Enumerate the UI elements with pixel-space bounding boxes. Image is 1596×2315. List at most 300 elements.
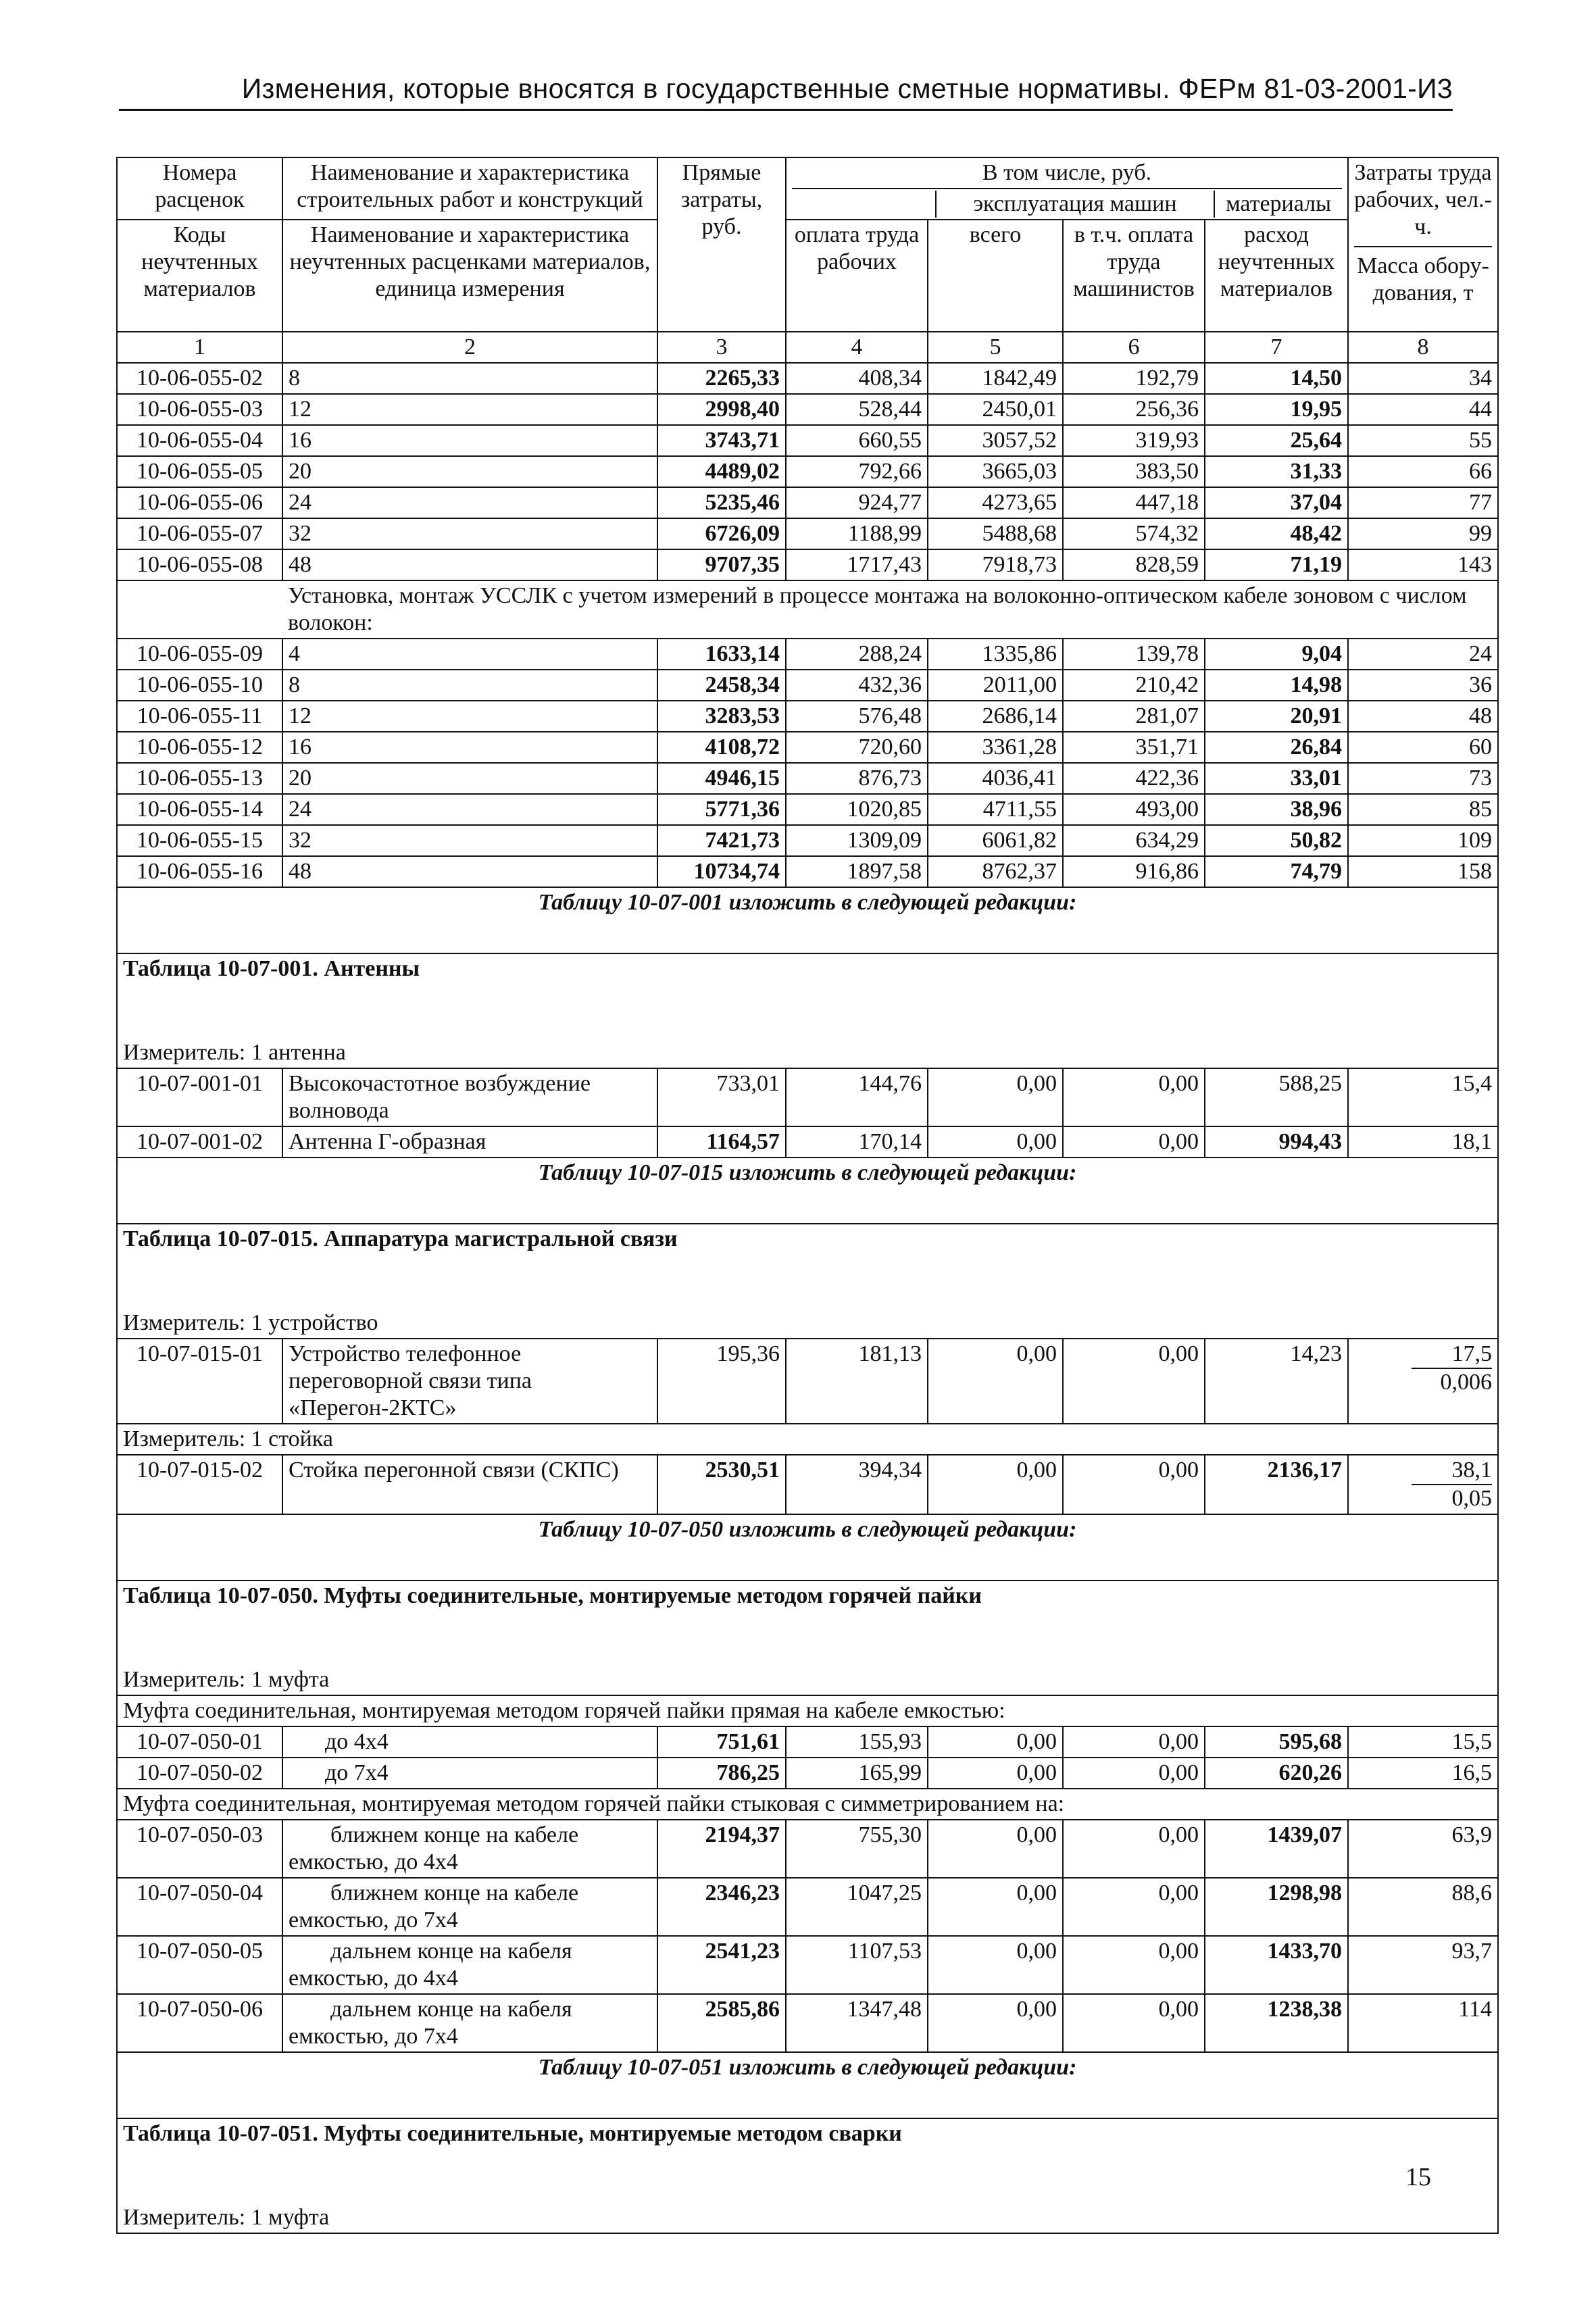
name-line-1: ближнем конце на кабеле bbox=[330, 1881, 579, 1906]
mat-cell: 19,95 bbox=[1205, 394, 1348, 425]
direct-cell: 5771,36 bbox=[657, 794, 786, 825]
wages-cell: 1020,85 bbox=[786, 794, 928, 825]
name-cell: 4 bbox=[282, 639, 657, 670]
wages-cell: 1717,43 bbox=[786, 549, 928, 580]
mach-cell: 0,00 bbox=[928, 1068, 1063, 1126]
mat-cell: 50,82 bbox=[1205, 825, 1348, 856]
meter-t050: Измеритель: 1 муфта bbox=[117, 1665, 1498, 1695]
code-cell: 10-07-050-04 bbox=[117, 1878, 282, 1936]
labor-cell: 15,5 bbox=[1348, 1726, 1498, 1758]
mat-cell: 26,84 bbox=[1205, 732, 1348, 763]
wages-cell: 720,60 bbox=[786, 732, 928, 763]
name-cell: 48 bbox=[282, 856, 657, 887]
header-wages: оплата труда рабочих bbox=[786, 220, 928, 332]
name-cell: до 4х4 bbox=[282, 1726, 657, 1758]
wages-cell: 165,99 bbox=[786, 1758, 928, 1789]
wages-cell: 408,34 bbox=[786, 363, 928, 394]
title-t015: Таблица 10-07-015. Аппаратура магистральной связи bbox=[117, 1224, 1498, 1308]
direct-cell: 4108,72 bbox=[657, 732, 786, 763]
mat-cell: 1238,38 bbox=[1205, 1994, 1348, 2052]
notice-row bbox=[117, 887, 1498, 953]
name-cell: 20 bbox=[282, 456, 657, 487]
direct-cell: 7421,73 bbox=[657, 825, 786, 856]
name-cell: до 7х4 bbox=[282, 1758, 657, 1789]
code-cell: 10-07-050-03 bbox=[117, 1820, 282, 1878]
name-cell: 8 bbox=[282, 670, 657, 701]
mat-cell: 994,43 bbox=[1205, 1126, 1348, 1158]
mat-cell: 33,01 bbox=[1205, 763, 1348, 794]
table-row bbox=[117, 1758, 1498, 1789]
title-t050: Таблица 10-07-050. Муфты соединительные, монтируемые методом горячей пайки bbox=[117, 1580, 1498, 1665]
direct-cell: 5235,46 bbox=[657, 487, 786, 518]
name-line-1: дальнем конце на кабеля bbox=[330, 1997, 572, 2022]
labor-value: 17,5 bbox=[1412, 1341, 1493, 1369]
meter-row bbox=[117, 2203, 1498, 2233]
mach-wages-cell: 0,00 bbox=[1063, 1994, 1205, 2052]
table-row bbox=[117, 856, 1498, 887]
t050-rows2 bbox=[117, 1820, 1498, 2052]
name-line-1: ближнем конце на кабеле bbox=[330, 1822, 579, 1847]
wages-cell: 144,76 bbox=[786, 1068, 928, 1126]
name-line-2: емкостью, до 4х4 bbox=[289, 1966, 458, 1991]
wages-cell: 528,44 bbox=[786, 394, 928, 425]
wages-cell: 792,66 bbox=[786, 456, 928, 487]
header-numbers-row bbox=[117, 332, 1498, 363]
table-row bbox=[117, 518, 1498, 549]
labor-cell: 60 bbox=[1348, 732, 1498, 763]
direct-cell: 9707,35 bbox=[657, 549, 786, 580]
code-cell: 10-06-055-16 bbox=[117, 856, 282, 887]
mach-cell: 1335,86 bbox=[928, 639, 1063, 670]
block1-rows bbox=[117, 363, 1498, 580]
labor-cell: 77 bbox=[1348, 487, 1498, 518]
notice-t051: Таблицу 10-07-051 изложить в следующей редакции: bbox=[117, 2052, 1498, 2118]
labor-mass-cell bbox=[1348, 1339, 1498, 1424]
mat-cell: 9,04 bbox=[1205, 639, 1348, 670]
mach-cell: 3665,03 bbox=[928, 456, 1063, 487]
name-line-2: емкостью, до 7х4 bbox=[289, 1908, 458, 1933]
mach-wages-cell: 0,00 bbox=[1063, 1455, 1205, 1514]
header-row-top bbox=[117, 157, 1498, 220]
name-line-1: дальнем конце на кабеля bbox=[330, 1939, 572, 1964]
mat-cell: 588,25 bbox=[1205, 1068, 1348, 1126]
name-cell bbox=[282, 1994, 657, 2052]
table-row bbox=[117, 1994, 1498, 2052]
mach-cell: 0,00 bbox=[928, 1936, 1063, 1994]
code-cell: 10-06-055-07 bbox=[117, 518, 282, 549]
mach-wages-cell: 383,50 bbox=[1063, 456, 1205, 487]
header-codes-bottom: Коды неучтенных материалов bbox=[117, 220, 282, 332]
code-cell: 10-06-055-04 bbox=[117, 425, 282, 456]
mach-wages-cell: 447,18 bbox=[1063, 487, 1205, 518]
mat-cell: 48,42 bbox=[1205, 518, 1348, 549]
code-cell: 10-06-055-06 bbox=[117, 487, 282, 518]
labor-cell: 88,6 bbox=[1348, 1878, 1498, 1936]
table-row bbox=[117, 1726, 1498, 1758]
code-cell: 10-06-055-15 bbox=[117, 825, 282, 856]
block2-heading-row bbox=[117, 580, 1498, 639]
table-row bbox=[117, 794, 1498, 825]
labor-cell: 114 bbox=[1348, 1994, 1498, 2052]
direct-cell: 4946,15 bbox=[657, 763, 786, 794]
direct-cell: 2530,51 bbox=[657, 1455, 786, 1514]
code-cell: 10-07-015-02 bbox=[117, 1455, 282, 1514]
page-header: Изменения, которые вносятся в государственные сметные нормативы. ФЕРм 81-03-2001-И3 bbox=[119, 73, 1453, 111]
wages-cell: 288,24 bbox=[786, 639, 928, 670]
table-row bbox=[117, 425, 1498, 456]
meter-row bbox=[117, 1424, 1498, 1455]
header-incl bbox=[786, 157, 1348, 220]
wages-cell: 924,77 bbox=[786, 487, 928, 518]
direct-cell: 786,25 bbox=[657, 1758, 786, 1789]
header-labor-label: Затраты труда рабочих, чел.-ч. bbox=[1354, 159, 1492, 247]
meter-t001: Измеритель: 1 антенна bbox=[117, 1038, 1498, 1068]
code-cell: 10-07-001-02 bbox=[117, 1126, 282, 1158]
wages-cell: 170,14 bbox=[786, 1126, 928, 1158]
direct-cell: 2998,40 bbox=[657, 394, 786, 425]
header-name-top: Наименование и характеристика строительных работ и конструкций bbox=[282, 157, 657, 220]
mat-cell: 25,64 bbox=[1205, 425, 1348, 456]
name-cell bbox=[282, 1878, 657, 1936]
mach-wages-cell: 210,42 bbox=[1063, 670, 1205, 701]
code-cell: 10-06-055-13 bbox=[117, 763, 282, 794]
direct-cell: 2585,86 bbox=[657, 1994, 786, 2052]
mach-wages-cell: 0,00 bbox=[1063, 1339, 1205, 1424]
subsection-row bbox=[117, 1789, 1498, 1820]
direct-cell: 2194,37 bbox=[657, 1820, 786, 1878]
mat-cell: 1298,98 bbox=[1205, 1878, 1348, 1936]
table-row bbox=[117, 1339, 1498, 1424]
direct-cell: 2458,34 bbox=[657, 670, 786, 701]
mach-cell: 2011,00 bbox=[928, 670, 1063, 701]
labor-cell: 15,4 bbox=[1348, 1068, 1498, 1126]
table-row bbox=[117, 1126, 1498, 1158]
code-cell: 10-07-050-02 bbox=[117, 1758, 282, 1789]
meter-t015-1: Измеритель: 1 устройство bbox=[117, 1308, 1498, 1339]
code-cell: 10-07-050-06 bbox=[117, 1994, 282, 2052]
table-row bbox=[117, 639, 1498, 670]
mat-cell: 38,96 bbox=[1205, 794, 1348, 825]
direct-cell: 4489,02 bbox=[657, 456, 786, 487]
mach-wages-cell: 0,00 bbox=[1063, 1820, 1205, 1878]
labor-mass-cell bbox=[1348, 1455, 1498, 1514]
code-cell: 10-06-055-03 bbox=[117, 394, 282, 425]
labor-cell: 66 bbox=[1348, 456, 1498, 487]
header-direct-costs: Прямые затраты, руб. bbox=[657, 157, 786, 332]
name-cell bbox=[282, 1820, 657, 1878]
table-row bbox=[117, 549, 1498, 580]
mat-cell: 595,68 bbox=[1205, 1726, 1348, 1758]
header-incl-label: В том числе, руб. bbox=[792, 159, 1342, 189]
subsection-t050-2: Муфта соединительная, монтируемая методом горячей пайки стыковая с симметрированием на: bbox=[117, 1789, 1498, 1820]
mach-wages-cell: 0,00 bbox=[1063, 1126, 1205, 1158]
mach-wages-cell: 422,36 bbox=[1063, 763, 1205, 794]
mass-value: 0,006 bbox=[1440, 1370, 1493, 1395]
code-cell: 10-06-055-12 bbox=[117, 732, 282, 763]
code-cell: 10-07-015-01 bbox=[117, 1339, 282, 1424]
name-cell: Стойка перегонной связи (СКПС) bbox=[282, 1455, 657, 1514]
norms-sheet bbox=[116, 157, 1497, 2234]
table-row bbox=[117, 1455, 1498, 1514]
meter-row bbox=[117, 1038, 1498, 1068]
table-row bbox=[117, 1068, 1498, 1126]
mach-cell: 0,00 bbox=[928, 1758, 1063, 1789]
labor-cell: 158 bbox=[1348, 856, 1498, 887]
wages-cell: 1897,58 bbox=[786, 856, 928, 887]
direct-cell: 195,36 bbox=[657, 1339, 786, 1424]
name-cell: 20 bbox=[282, 763, 657, 794]
mat-cell: 37,04 bbox=[1205, 487, 1348, 518]
subsection-row bbox=[117, 1695, 1498, 1726]
mach-cell: 0,00 bbox=[928, 1994, 1063, 2052]
mat-cell: 74,79 bbox=[1205, 856, 1348, 887]
labor-cell: 63,9 bbox=[1348, 1820, 1498, 1878]
meter-t051: Измеритель: 1 муфта bbox=[117, 2203, 1498, 2233]
name-cell: Антенна Г-образная bbox=[282, 1126, 657, 1158]
mach-cell: 4036,41 bbox=[928, 763, 1063, 794]
name-cell: 16 bbox=[282, 732, 657, 763]
mat-cell: 14,50 bbox=[1205, 363, 1348, 394]
code-cell: 10-06-055-02 bbox=[117, 363, 282, 394]
table-row bbox=[117, 670, 1498, 701]
direct-cell: 3743,71 bbox=[657, 425, 786, 456]
mach-wages-cell: 139,78 bbox=[1063, 639, 1205, 670]
meter-row bbox=[117, 1308, 1498, 1339]
labor-cell: 34 bbox=[1348, 363, 1498, 394]
header-machines-wages: в т.ч. оплата труда машинистов bbox=[1063, 220, 1205, 332]
table-row bbox=[117, 1878, 1498, 1936]
wages-cell: 1188,99 bbox=[786, 518, 928, 549]
mach-cell: 0,00 bbox=[928, 1339, 1063, 1424]
labor-cell: 18,1 bbox=[1348, 1126, 1498, 1158]
direct-cell: 2265,33 bbox=[657, 363, 786, 394]
mach-wages-cell: 192,79 bbox=[1063, 363, 1205, 394]
wages-cell: 1107,53 bbox=[786, 1936, 928, 1994]
mat-cell: 14,23 bbox=[1205, 1339, 1348, 1424]
col-number: 7 bbox=[1205, 332, 1348, 363]
header-mass-label: Масса обору-дования, т bbox=[1357, 253, 1489, 305]
labor-cell: 85 bbox=[1348, 794, 1498, 825]
mach-wages-cell: 0,00 bbox=[1063, 1936, 1205, 1994]
mach-cell: 3057,52 bbox=[928, 425, 1063, 456]
col-number: 3 bbox=[657, 332, 786, 363]
wages-cell: 1347,48 bbox=[786, 1994, 928, 2052]
mat-cell: 14,98 bbox=[1205, 670, 1348, 701]
mach-cell: 7918,73 bbox=[928, 549, 1063, 580]
title-row bbox=[117, 1224, 1498, 1308]
labor-cell: 109 bbox=[1348, 825, 1498, 856]
meter-row bbox=[117, 1665, 1498, 1695]
header-materials-sub: расход неучтенных материалов bbox=[1205, 220, 1348, 332]
mach-cell: 6061,82 bbox=[928, 825, 1063, 856]
wages-cell: 755,30 bbox=[786, 1820, 928, 1878]
name-cell: Устройство телефонное переговорной связи типа «Перегон-2КТС» bbox=[282, 1339, 657, 1424]
table-row bbox=[117, 763, 1498, 794]
header-machines: эксплуатация машин bbox=[935, 191, 1215, 218]
mach-wages-cell: 0,00 bbox=[1063, 1726, 1205, 1758]
mach-wages-cell: 319,93 bbox=[1063, 425, 1205, 456]
name-cell: 24 bbox=[282, 487, 657, 518]
table-row bbox=[117, 1820, 1498, 1878]
title-row bbox=[117, 1580, 1498, 1665]
code-cell: 10-07-050-01 bbox=[117, 1726, 282, 1758]
notice-t050: Таблицу 10-07-050 изложить в следующей редакции: bbox=[117, 1514, 1498, 1580]
labor-value: 38,1 bbox=[1412, 1457, 1493, 1485]
name-cell: 24 bbox=[282, 794, 657, 825]
notice-row bbox=[117, 1158, 1498, 1224]
notice-t015: Таблицу 10-07-015 изложить в следующей редакции: bbox=[117, 1158, 1498, 1224]
table-row bbox=[117, 1936, 1498, 1994]
col-number: 1 bbox=[117, 332, 282, 363]
meter-t015-2: Измеритель: 1 стойка bbox=[117, 1424, 1498, 1455]
direct-cell: 1633,14 bbox=[657, 639, 786, 670]
mach-cell: 2686,14 bbox=[928, 701, 1063, 732]
direct-cell: 6726,09 bbox=[657, 518, 786, 549]
mat-cell: 1439,07 bbox=[1205, 1820, 1348, 1878]
direct-cell: 10734,74 bbox=[657, 856, 786, 887]
mach-cell: 0,00 bbox=[928, 1726, 1063, 1758]
title-t051: Таблица 10-07-051. Муфты соединительные, монтируемые методом сварки bbox=[117, 2118, 1498, 2203]
code-cell: 10-07-001-01 bbox=[117, 1068, 282, 1126]
code-cell: 10-06-055-05 bbox=[117, 456, 282, 487]
name-cell: 32 bbox=[282, 825, 657, 856]
mach-cell: 0,00 bbox=[928, 1455, 1063, 1514]
header-labor bbox=[1348, 157, 1498, 332]
notice-t001: Таблицу 10-07-001 изложить в следующей редакции: bbox=[117, 887, 1498, 953]
mach-wages-cell: 0,00 bbox=[1063, 1068, 1205, 1126]
mach-cell: 0,00 bbox=[928, 1126, 1063, 1158]
mach-wages-cell: 828,59 bbox=[1063, 549, 1205, 580]
table-row bbox=[117, 456, 1498, 487]
mat-cell: 620,26 bbox=[1205, 1758, 1348, 1789]
labor-cell: 44 bbox=[1348, 394, 1498, 425]
mach-wages-cell: 493,00 bbox=[1063, 794, 1205, 825]
block2-heading: Установка, монтаж УССЛК с учетом измерений в процессе монтажа на волоконно-оптическом кабеле зоновом с числом волокон: bbox=[282, 580, 1498, 639]
direct-cell: 1164,57 bbox=[657, 1126, 786, 1158]
name-cell: 12 bbox=[282, 394, 657, 425]
mach-wages-cell: 256,36 bbox=[1063, 394, 1205, 425]
mach-wages-cell: 916,86 bbox=[1063, 856, 1205, 887]
mach-cell: 0,00 bbox=[928, 1878, 1063, 1936]
name-cell: 12 bbox=[282, 701, 657, 732]
col-number: 6 bbox=[1063, 332, 1205, 363]
mat-cell: 20,91 bbox=[1205, 701, 1348, 732]
mach-cell: 0,00 bbox=[928, 1820, 1063, 1878]
mach-wages-cell: 0,00 bbox=[1063, 1758, 1205, 1789]
name-line-2: емкостью, до 4х4 bbox=[289, 1849, 458, 1874]
table-row bbox=[117, 701, 1498, 732]
name-cell: 32 bbox=[282, 518, 657, 549]
direct-cell: 733,01 bbox=[657, 1068, 786, 1126]
mat-cell: 1433,70 bbox=[1205, 1936, 1348, 1994]
table-row bbox=[117, 394, 1498, 425]
t050-rows1 bbox=[117, 1726, 1498, 1789]
header-row-bottom bbox=[117, 220, 1498, 332]
mach-wages-cell: 634,29 bbox=[1063, 825, 1205, 856]
page-number: 15 bbox=[1405, 2163, 1431, 2191]
name-cell: Высокочастотное возбуждение волновода bbox=[282, 1068, 657, 1126]
mach-cell: 3361,28 bbox=[928, 732, 1063, 763]
title-t001: Таблица 10-07-001. Антенны bbox=[117, 953, 1498, 1038]
labor-cell: 143 bbox=[1348, 549, 1498, 580]
labor-cell: 99 bbox=[1348, 518, 1498, 549]
block2-rows bbox=[117, 639, 1498, 887]
notice-row bbox=[117, 2052, 1498, 2118]
mach-wages-cell: 0,00 bbox=[1063, 1878, 1205, 1936]
code-cell: 10-06-055-11 bbox=[117, 701, 282, 732]
table-row bbox=[117, 732, 1498, 763]
col-number: 5 bbox=[928, 332, 1063, 363]
notice-row bbox=[117, 1514, 1498, 1580]
mach-cell: 5488,68 bbox=[928, 518, 1063, 549]
wages-cell: 394,34 bbox=[786, 1455, 928, 1514]
mat-cell: 71,19 bbox=[1205, 549, 1348, 580]
labor-cell: 48 bbox=[1348, 701, 1498, 732]
wages-cell: 1047,25 bbox=[786, 1878, 928, 1936]
title-row bbox=[117, 953, 1498, 1038]
wages-cell: 432,36 bbox=[786, 670, 928, 701]
subsection-t050-1: Муфта соединительная, монтируемая методом горячей пайки прямая на кабеле емкостью: bbox=[117, 1695, 1498, 1726]
mach-cell: 4711,55 bbox=[928, 794, 1063, 825]
col-number: 4 bbox=[786, 332, 928, 363]
code-cell: 10-06-055-14 bbox=[117, 794, 282, 825]
code-cell: 10-07-050-05 bbox=[117, 1936, 282, 1994]
mach-cell: 8762,37 bbox=[928, 856, 1063, 887]
name-cell: 48 bbox=[282, 549, 657, 580]
table-row bbox=[117, 363, 1498, 394]
name-cell bbox=[282, 1936, 657, 1994]
direct-cell: 2346,23 bbox=[657, 1878, 786, 1936]
header-materials: материалы bbox=[1226, 191, 1331, 216]
code-cell: 10-06-055-09 bbox=[117, 639, 282, 670]
direct-cell: 751,61 bbox=[657, 1726, 786, 1758]
mach-cell: 4273,65 bbox=[928, 487, 1063, 518]
wages-cell: 1309,09 bbox=[786, 825, 928, 856]
labor-cell: 16,5 bbox=[1348, 1758, 1498, 1789]
wages-cell: 181,13 bbox=[786, 1339, 928, 1424]
name-cell: 8 bbox=[282, 363, 657, 394]
labor-cell: 36 bbox=[1348, 670, 1498, 701]
mat-cell: 2136,17 bbox=[1205, 1455, 1348, 1514]
wages-cell: 155,93 bbox=[786, 1726, 928, 1758]
direct-cell: 3283,53 bbox=[657, 701, 786, 732]
direct-cell: 2541,23 bbox=[657, 1936, 786, 1994]
title-row bbox=[117, 2118, 1498, 2203]
norms-table bbox=[116, 157, 1499, 2234]
name-cell: 16 bbox=[282, 425, 657, 456]
wages-cell: 876,73 bbox=[786, 763, 928, 794]
labor-cell: 24 bbox=[1348, 639, 1498, 670]
mach-cell: 1842,49 bbox=[928, 363, 1063, 394]
labor-cell: 55 bbox=[1348, 425, 1498, 456]
name-line-2: емкостью, до 7х4 bbox=[289, 2024, 458, 2049]
col-number: 2 bbox=[282, 332, 657, 363]
wages-cell: 660,55 bbox=[786, 425, 928, 456]
mass-value: 0,05 bbox=[1451, 1486, 1493, 1511]
labor-cell: 73 bbox=[1348, 763, 1498, 794]
table-row bbox=[117, 487, 1498, 518]
labor-cell: 93,7 bbox=[1348, 1936, 1498, 1994]
wages-cell: 576,48 bbox=[786, 701, 928, 732]
header-machines-total: всего bbox=[928, 220, 1063, 332]
mach-wages-cell: 281,07 bbox=[1063, 701, 1205, 732]
code-cell: 10-06-055-08 bbox=[117, 549, 282, 580]
col-number: 8 bbox=[1348, 332, 1498, 363]
header-name-bottom: Наименование и характеристика неучтенных расценками материалов, единица измерения bbox=[282, 220, 657, 332]
mat-cell: 31,33 bbox=[1205, 456, 1348, 487]
mach-cell: 2450,01 bbox=[928, 394, 1063, 425]
mach-wages-cell: 574,32 bbox=[1063, 518, 1205, 549]
